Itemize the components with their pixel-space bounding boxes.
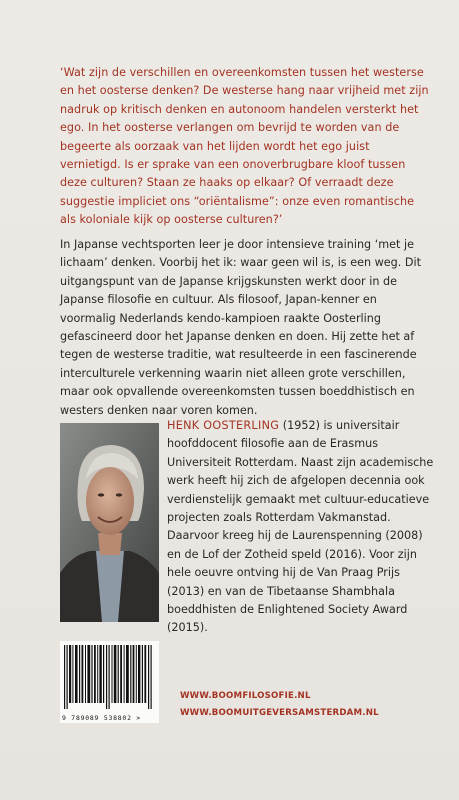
barcode-bars: [60, 641, 159, 711]
author-photo: [60, 423, 159, 622]
pull-quote: [60, 64, 432, 230]
pull-quote-text: ‘Wat zijn de verschillen en overeenkomsten tussen het westerse en het oosterse denken? De westerse hang naar vrijheid met zijn nadruk op kritisch denken en autonoom handelen versterkt het ego. In het oosterse verlangen om bevrijd te worden van de begeerte als oorzaak van het lijden wordt het ego juist vernietigd. Is er sprake van een onoverbrugbare kloof tussen deze culturen? Staan ze haaks op elkaar? Of verraadt deze suggestie impliciet ons “oriëntalisme”: onze even romantische als koloniale kijk op oosterse culturen?’: [60, 66, 429, 227]
website-link-boomuitgevers[interactable]: WWW.BOOMUITGEVERSAMSTERDAM.NL: [180, 708, 379, 718]
author-bio-text: (1952) is universitair hoofddocent filosofie aan de Erasmus Universiteit Rotterdam. Naast zijn academische werk heeft hij zich de afgelopen decennia ook verdienstelijk gemaakt met cultuur-educatieve projecten zoals Rotterdam Vakmanstad. Daarvoor kreeg hij de Laurenspenning (2008) en de Lof der Zotheid speld (2016). Voor zijn hele oeuvre ontving hij de Van Praag Prijs (2013) en van de Tibetaanse Shambhala boeddhisten de Enlightened Society Award (2015).: [167, 419, 434, 635]
isbn-barcode: [60, 641, 159, 723]
publisher-websites: [180, 688, 440, 722]
author-bio: [167, 417, 437, 638]
author-name: HENK OOSTERLING: [167, 419, 280, 432]
book-description: [60, 236, 432, 420]
isbn-number: 9 789089 538802 >: [62, 714, 142, 722]
website-link-boomfilosofie[interactable]: WWW.BOOMFILOSOFIE.NL: [180, 691, 311, 701]
book-description-text: In Japanse vechtsporten leer je door intensieve training ‘met je lichaam’ denken. Voorbij het ik: waar geen wil is, is een weg. Dit uitgangspunt van de Japanse krijgskunsten werkt door in de Japanse filosofie en cultuur. Als filosoof, Japan-kenner en voormalig Nederlands kendo-kampioen raakte Oosterling gefascineerd door het Japanse denken en doen. Hij zette het af tegen de westerse traditie, wat resulteerde in een fascinerende interculturele verkenning waarin niet alleen grote verschillen, maar ook opvallende overeenkomsten tussen boeddhistisch en westers denken naar voren komen.: [60, 238, 421, 417]
